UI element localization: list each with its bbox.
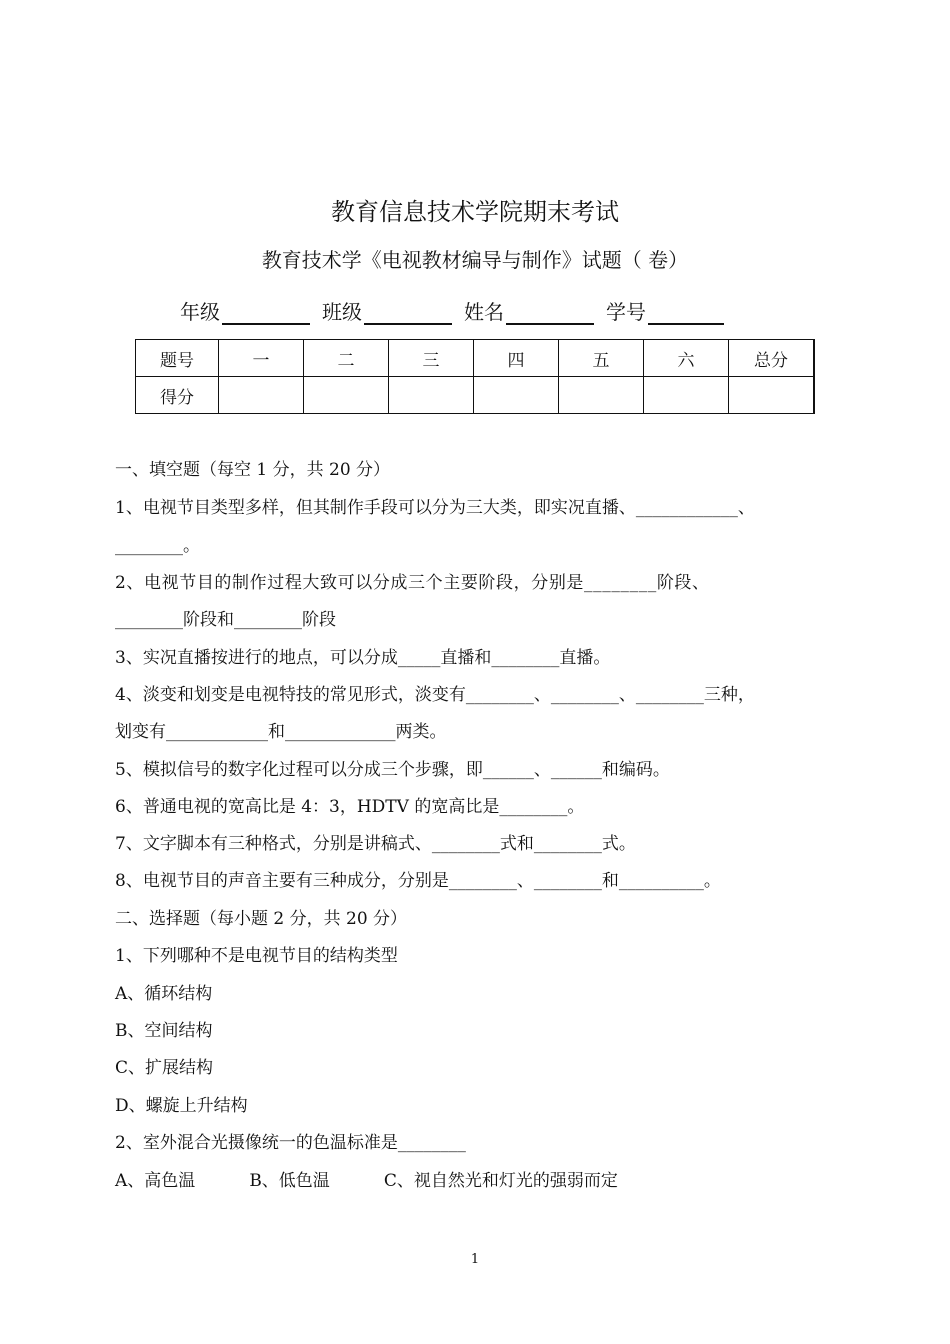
name-field[interactable] (506, 301, 594, 325)
score-cell[interactable] (644, 377, 729, 414)
question-line: 划变有____________和_____________两类。 (115, 722, 447, 742)
grade-field[interactable] (222, 301, 310, 325)
question-line: 2、电视节目的制作过程大致可以分成三个主要阶段，分别是________阶段、 (115, 573, 710, 593)
option-line: D、螺旋上升结构 (115, 1096, 248, 1116)
score-table-score-row (136, 377, 815, 414)
table-header-cell: 题号 (136, 340, 219, 377)
exam-title: 教育信息技术学院期末考试 (331, 198, 619, 226)
question-line: ________。 (115, 536, 200, 556)
grade-label: 年级 (180, 300, 220, 324)
question-line: 1、下列哪种不是电视节目的结构类型 (115, 946, 398, 966)
student-info-row (180, 296, 736, 325)
table-header-cell: 四 (474, 340, 559, 377)
question-line: 2、室外混合光摄像统一的色温标准是________ (115, 1133, 466, 1153)
table-header-cell: 一 (219, 340, 304, 377)
section-heading-fill-in: 一、填空题（每空 1 分，共 20 分） (115, 460, 391, 480)
table-header-cell: 五 (559, 340, 644, 377)
option-line: A、高色温 B、低色温 C、视自然光和灯光的强弱而定 (115, 1171, 618, 1191)
question-line: 4、淡变和划变是电视特技的常见形式，淡变有________、________、________三种， (115, 685, 755, 705)
question-line: 3、实况直播按进行的地点，可以分成_____直播和________直播。 (115, 648, 611, 668)
student-id-label: 学号 (606, 300, 646, 324)
question-line: 6、普通电视的宽高比是 4：3，HDTV 的宽高比是________。 (115, 797, 585, 817)
question-line: ________阶段和________阶段 (115, 610, 336, 630)
question-line: 8、电视节目的声音主要有三种成分，分别是________、________和__________。 (115, 871, 721, 891)
table-header-cell: 三 (389, 340, 474, 377)
option-line: A、循环结构 (115, 984, 213, 1004)
class-label: 班级 (322, 300, 362, 324)
table-header-cell: 六 (644, 340, 729, 377)
page-number: 1 (470, 1252, 480, 1267)
table-header-cell: 总分 (729, 340, 815, 377)
score-cell[interactable] (729, 377, 815, 414)
score-cell[interactable] (474, 377, 559, 414)
exam-subtitle: 教育技术学《电视教材编导与制作》试题（ 卷） (261, 248, 689, 272)
question-line: 1、电视节目类型多样，但其制作手段可以分为三大类，即实况直播、____________、 (115, 498, 755, 518)
score-cell[interactable] (389, 377, 474, 414)
score-table (135, 339, 815, 414)
option-line: C、扩展结构 (115, 1058, 214, 1078)
score-table-header-row (136, 340, 815, 377)
name-label: 姓名 (464, 300, 504, 324)
score-cell[interactable] (219, 377, 304, 414)
score-cell[interactable] (559, 377, 644, 414)
question-line: 5、模拟信号的数字化过程可以分成三个步骤，即______、______和编码。 (115, 760, 670, 780)
question-line: 7、文字脚本有三种格式，分别是讲稿式、________式和________式。 (115, 834, 636, 854)
table-header-cell: 二 (304, 340, 389, 377)
section-heading-choice: 二、选择题（每小题 2 分，共 20 分） (115, 909, 408, 929)
student-id-field[interactable] (648, 301, 724, 325)
score-cell[interactable] (304, 377, 389, 414)
class-field[interactable] (364, 301, 452, 325)
score-row-label: 得分 (136, 377, 219, 414)
option-line: B、空间结构 (115, 1021, 213, 1041)
